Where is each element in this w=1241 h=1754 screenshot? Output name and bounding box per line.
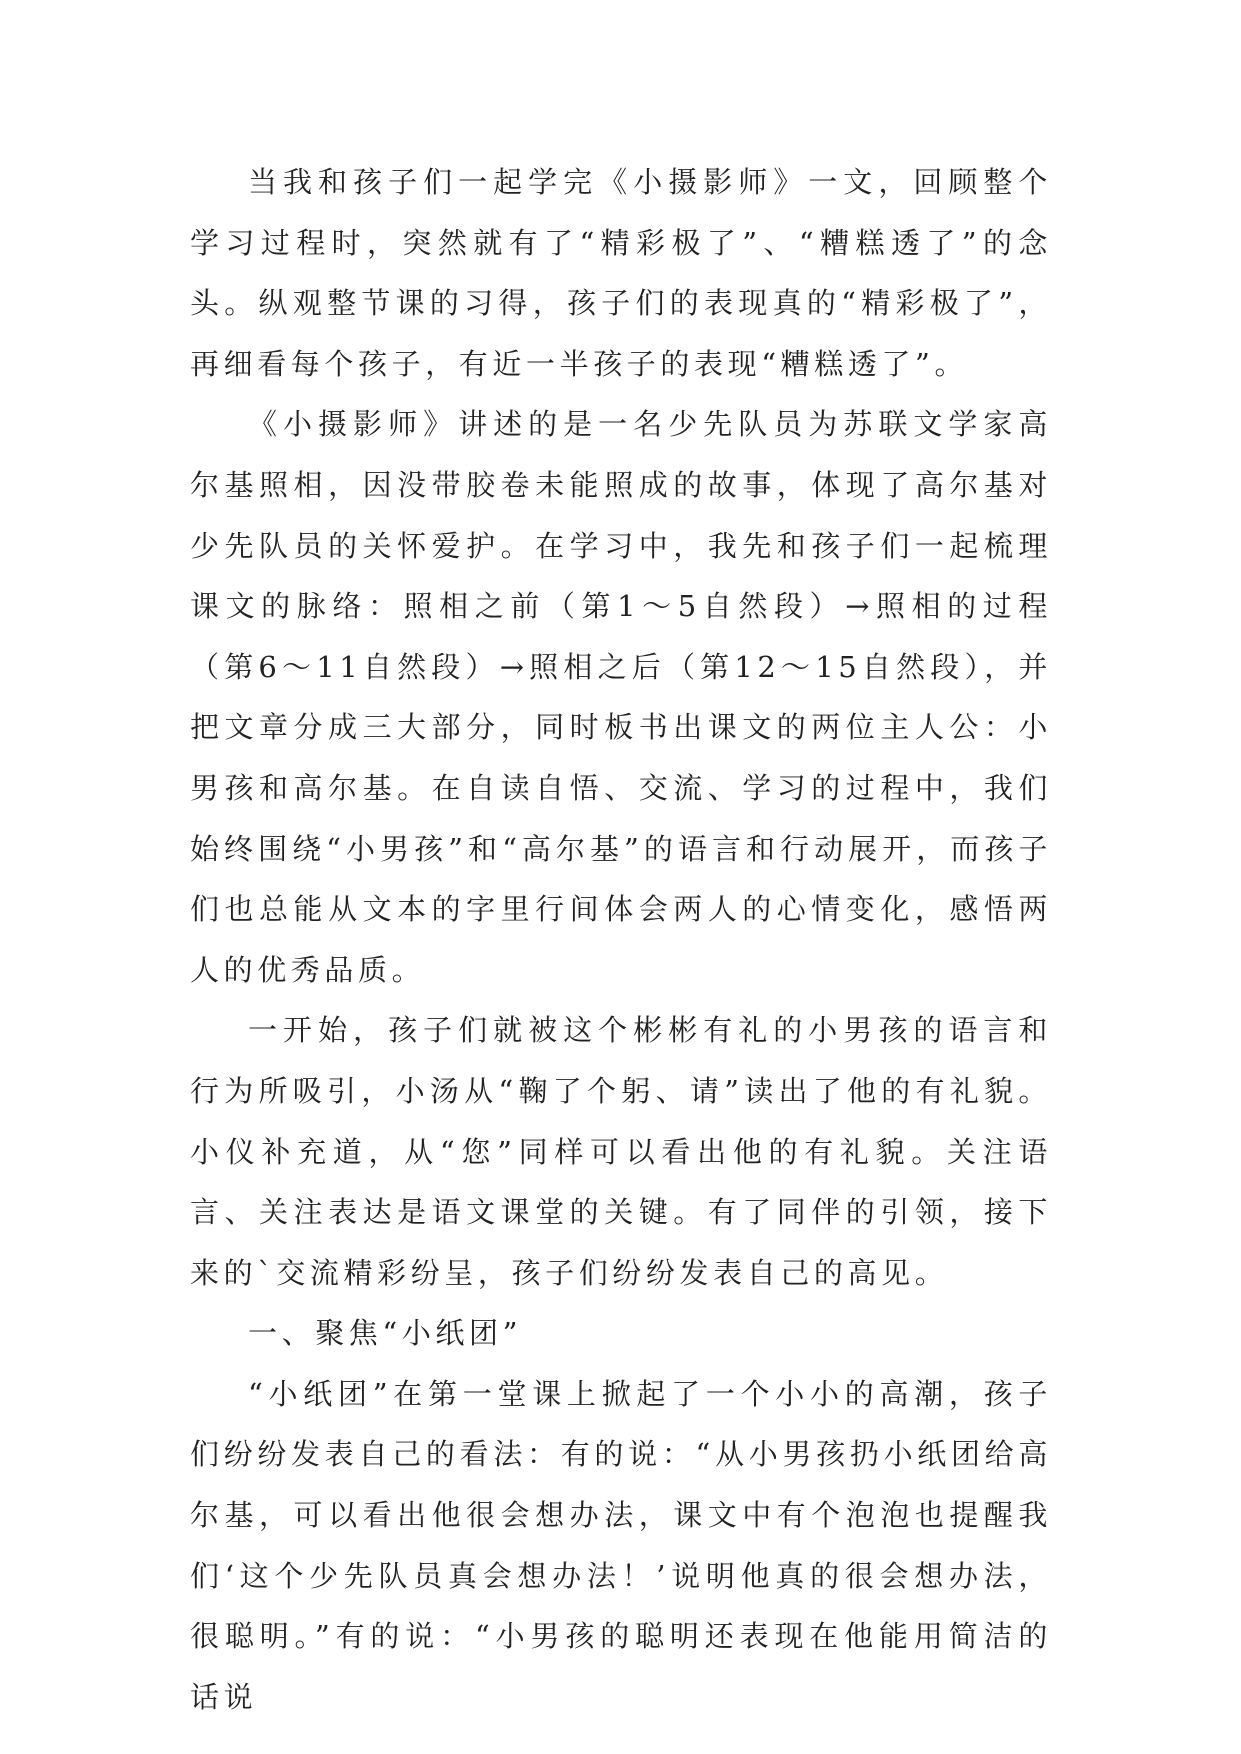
paragraph-opening: 一开始，孩子们就被这个彬彬有礼的小男孩的语言和行为所吸引，小汤从“鞠了个躬、请”读出了他的有礼貌。小仪补充道，从“您”同样可以看出他的有礼貌。关注语言、关注表达是语文课堂的关键。有了同伴的引领，接下来的`交流精彩纷呈，孩子们纷纷发表自己的高见。: [190, 1013, 1052, 1290]
section-heading: 一、聚焦“小纸团”: [248, 1316, 523, 1351]
paragraph-intro: 当我和孩子们一起学完《小摄影师》一文，回顾整个学习过程时，突然就有了“精彩极了”、“糟糕透了”的念头。纵观整节课的习得，孩子们的表现真的“精彩极了”，再细看每个孩子，有近一半孩子的表现“糟糕透了”。: [190, 165, 1052, 381]
paragraph-summary: 《小摄影师》讲述的是一名少先队员为苏联文学家高尔基照相，因没带胶卷未能照成的故事，体现了高尔基对少先队员的关怀爱护。在学习中，我先和孩子们一起梳理课文的脉络：照相之前（第1～5自然段）→照相的过程（第6～11自然段）→照相之后（第12～15自然段），并把文章分成三大部分，同时板书出课文的两位主人公：小男孩和高尔基。在自读自悟、交流、学习的过程中，我们始终围绕“小男孩”和“高尔基”的语言和行动展开，而孩子们也总能从文本的字里行间体会两人的心情变化，感悟两人的优秀品质。: [190, 407, 1052, 987]
paragraph-paper-ball: “小纸团”在第一堂课上掀起了一个小小的高潮，孩子们纷纷发表自己的看法：有的说：“从小男孩扔小纸团给高尔基，可以看出他很会想办法，课文中有个泡泡也提醒我们‘这个少先队员真会想办法！’说明他真的很会想办法，很聪明。”有的说：“小男孩的聪明还表现在他能用简洁的话说: [190, 1376, 1052, 1714]
document-body: [190, 152, 1052, 1727]
